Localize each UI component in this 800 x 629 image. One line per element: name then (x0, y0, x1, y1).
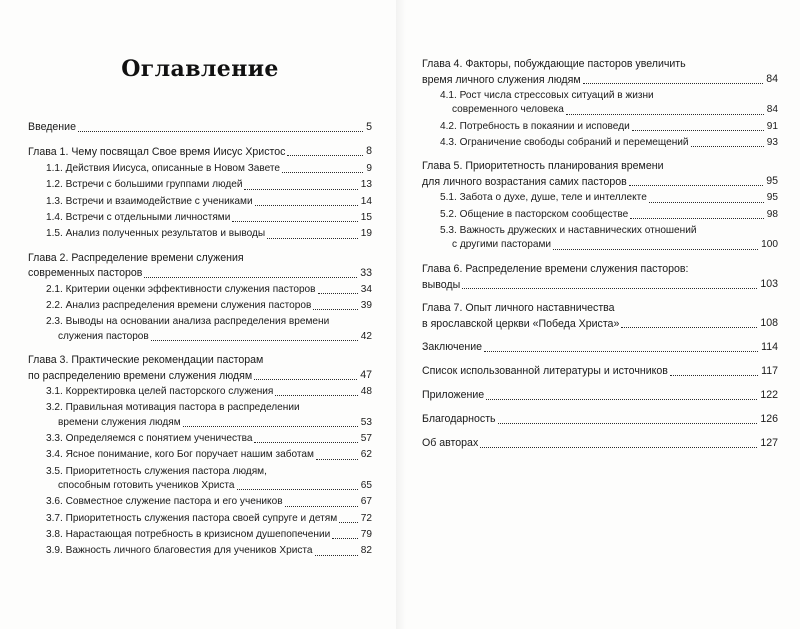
toc-right-page (400, 0, 800, 629)
toc-page-number: 33 (360, 266, 372, 279)
toc-leader-dots (144, 277, 357, 278)
toc-entry-label: Введение (28, 121, 76, 133)
toc-entry-label: 2.1. Критерии оценки эффективности служения пасторов (46, 283, 316, 295)
toc-leader-dots (486, 399, 757, 400)
toc-entry-label: 4.2. Потребность в покаянии и исповеди (440, 120, 630, 132)
toc-page-number: 9 (366, 163, 372, 175)
toc-entry[interactable] (422, 412, 778, 427)
toc-entry-label: 3.9. Важность личного благовестия для учеников Христа (46, 545, 313, 557)
toc-entry[interactable] (28, 299, 372, 313)
toc-page-number: 62 (360, 449, 372, 461)
toc-entry[interactable] (422, 224, 778, 253)
toc-entry[interactable] (28, 401, 372, 430)
toc-leader-dots (254, 442, 357, 443)
toc-entry-label: 5.1. Забота о духе, душе, теле и интеллекте (440, 192, 647, 204)
toc-leader-dots (316, 459, 358, 460)
toc-leader-dots (332, 538, 357, 539)
toc-entry-label: 1.3. Встречи и взаимодействие с учениками (46, 195, 253, 207)
toc-leader-dots (244, 189, 357, 190)
toc-page-number: 72 (360, 512, 372, 524)
toc-entry-label: 3.2. Правильная мотивация пастора в распределении (46, 402, 300, 414)
toc-leader-dots (621, 327, 757, 328)
toc-entry-label: по распределению времени служения людям (28, 369, 253, 382)
toc-entry-label: времени служения людям (58, 416, 181, 428)
toc-entry-label: время личного служения людям (422, 73, 581, 86)
toc-leader-dots (498, 423, 758, 424)
toc-page-number: 82 (360, 545, 372, 557)
toc-entry[interactable] (422, 191, 778, 205)
toc-leader-dots (583, 83, 764, 84)
toc-entry[interactable] (28, 178, 372, 192)
toc-entry[interactable] (28, 227, 372, 241)
toc-page-number: 79 (360, 529, 372, 541)
toc-page-number: 57 (360, 433, 372, 445)
toc-page-number: 53 (360, 416, 372, 428)
toc-entry-label: Глава 3. Практические рекомендации пасторам (28, 354, 264, 367)
toc-leader-dots (282, 172, 363, 173)
toc-page-number: 91 (766, 120, 778, 132)
toc-entry-label: 1.1. Действия Иисуса, описанные в Новом Завете (46, 163, 281, 175)
toc-entry-label: 3.4. Ясное понимание, кого Бог поручает нашим заботам (46, 449, 314, 461)
toc-leader-dots (151, 340, 358, 341)
toc-entry[interactable] (422, 159, 778, 189)
toc-page-number: 15 (360, 212, 372, 224)
toc-entry[interactable] (422, 301, 778, 331)
toc-entry-label: 1.4. Встречи с отдельными личностями (46, 212, 231, 224)
toc-page-number: 65 (360, 480, 372, 492)
toc-list-right (422, 57, 778, 451)
toc-entry[interactable] (422, 89, 778, 118)
toc-page-number: 13 (360, 179, 372, 191)
toc-leader-dots (313, 309, 357, 310)
toc-leader-dots (232, 221, 357, 222)
toc-page-number: 47 (360, 369, 372, 382)
toc-leader-dots (670, 375, 758, 376)
toc-entry-label: Глава 5. Приоритетность планирования времени (422, 160, 664, 173)
toc-page-number: 19 (360, 228, 372, 240)
toc-entry-label: 5.2. Общение в пасторском сообществе (440, 208, 629, 220)
toc-leader-dots (691, 146, 764, 147)
toc-entry-label: Глава 2. Распределение времени служения (28, 251, 244, 264)
toc-entry-label: Глава 6. Распределение времени служения пасторов: (422, 262, 689, 275)
toc-leader-dots (566, 114, 764, 115)
toc-entry-label: 4.1. Рост числа стрессовых ситуаций в жизни (440, 90, 654, 102)
toc-page-number: 98 (766, 208, 778, 220)
toc-entry-label: 5.3. Важность дружеских и наставнических отношений (440, 225, 697, 237)
toc-leader-dots (629, 185, 763, 186)
toc-leader-dots (287, 155, 363, 156)
toc-list-left (28, 120, 372, 559)
toc-page-number: 127 (760, 437, 778, 449)
toc-entry-label: с другими пасторами (452, 239, 552, 251)
toc-entry[interactable] (28, 315, 372, 344)
toc-entry[interactable] (28, 211, 372, 225)
toc-leader-dots (267, 238, 358, 239)
toc-entry[interactable] (28, 251, 372, 281)
toc-entry-label: 3.5. Приоритетность служения пастора людям, (46, 465, 267, 477)
toc-page-number: 48 (360, 386, 372, 398)
toc-entry-label: 1.2. Встречи с большими группами людей (46, 179, 243, 191)
toc-entry-label: способным готовить учеников Христа (58, 480, 235, 492)
toc-entry-label: Заключение (422, 340, 483, 353)
toc-entry-label: современных пасторов (28, 267, 143, 280)
toc-entry-label: 2.3. Выводы на основании анализа распределения времени (46, 316, 330, 328)
toc-page-number: 114 (761, 340, 778, 353)
toc-page-number: 93 (766, 137, 778, 149)
toc-entry-label: 3.8. Нарастающая потребность в кризисном душепопечении (46, 529, 331, 541)
toc-entry-label: Глава 7. Опыт личного наставничества (422, 301, 615, 314)
toc-entry-label: выводы (422, 278, 461, 291)
toc-entry-label: 4.3. Ограничение свободы собраний и перемещений (440, 137, 689, 149)
toc-leader-dots (255, 205, 358, 206)
toc-page-number: 84 (766, 104, 778, 116)
toc-page-number: 34 (360, 283, 372, 295)
toc-entry[interactable] (422, 262, 778, 292)
toc-entry[interactable] (28, 144, 372, 159)
toc-leader-dots (315, 555, 358, 556)
toc-leader-dots (649, 202, 764, 203)
toc-page-number: 126 (760, 412, 778, 425)
toc-entry-label: 3.3. Определяемся с понятием ученичества (46, 433, 253, 445)
toc-leader-dots (237, 489, 358, 490)
toc-entry[interactable] (28, 162, 372, 176)
toc-page-number: 100 (761, 239, 778, 251)
toc-page-number: 67 (360, 496, 372, 508)
toc-entry-label: 1.5. Анализ полученных результатов и выводы (46, 228, 266, 240)
toc-entry-label: Благодарность (422, 412, 496, 425)
toc-entry-label: современного человека (452, 104, 564, 116)
toc-entry-label: 3.6. Совместное служение пастора и его учеников (46, 496, 283, 508)
toc-leader-dots (632, 130, 764, 131)
toc-page-number: 122 (760, 388, 778, 401)
toc-leader-dots (480, 447, 757, 448)
toc-page-number: 108 (760, 316, 778, 329)
toc-entry[interactable] (422, 136, 778, 150)
toc-leader-dots (318, 293, 358, 294)
toc-entry-label: Глава 1. Чему посвящал Свое время Иисус Христос (28, 145, 286, 158)
toc-leader-dots (254, 379, 357, 380)
toc-entry[interactable] (28, 544, 372, 558)
toc-entry[interactable] (28, 432, 372, 446)
toc-entry[interactable] (28, 283, 372, 297)
toc-entry[interactable] (28, 495, 372, 509)
page-title: Оглавление (121, 56, 279, 82)
toc-page-number: 42 (360, 330, 372, 342)
toc-leader-dots (630, 218, 764, 219)
toc-entry[interactable] (28, 195, 372, 209)
toc-entry-label: 2.2. Анализ распределения времени служения пасторов (46, 300, 312, 312)
toc-page-number: 84 (766, 73, 778, 86)
toc-entry[interactable] (422, 436, 778, 451)
toc-page-number: 14 (360, 195, 372, 207)
toc-leader-dots (183, 426, 358, 427)
toc-entry[interactable] (28, 353, 372, 383)
toc-page-number: 95 (766, 175, 778, 188)
toc-entry-label: Об авторах (422, 437, 479, 449)
toc-entry-label: Глава 4. Факторы, побуждающие пасторов увеличить (422, 58, 686, 70)
toc-entry[interactable] (28, 120, 372, 135)
toc-leader-dots (78, 131, 363, 132)
toc-entry[interactable] (422, 364, 778, 379)
toc-entry[interactable] (28, 465, 372, 494)
toc-page-number: 5 (366, 121, 372, 133)
toc-entry[interactable] (422, 120, 778, 134)
toc-entry-label: в ярославской церкви «Победа Христа» (422, 317, 620, 330)
toc-entry-label: служения пасторов (58, 330, 149, 342)
toc-entry[interactable] (28, 385, 372, 399)
toc-page-number: 8 (366, 145, 372, 158)
toc-entry-label: для личного возрастания самих пасторов (422, 176, 627, 189)
toc-page-number: 103 (760, 277, 778, 290)
toc-entry[interactable] (422, 340, 778, 355)
toc-entry[interactable] (422, 208, 778, 222)
toc-entry[interactable] (28, 448, 372, 462)
toc-leader-dots (462, 288, 757, 289)
toc-page-number: 117 (761, 364, 778, 377)
toc-leader-dots (275, 395, 357, 396)
toc-entry[interactable] (28, 528, 372, 542)
toc-entry-label: 3.7. Приоритетность служения пастора своей супруге и детям (46, 512, 338, 524)
toc-entry[interactable] (28, 512, 372, 526)
toc-leader-dots (553, 249, 758, 250)
toc-entry-label: Приложение (422, 388, 485, 401)
toc-leader-dots (339, 522, 358, 523)
toc-entry[interactable] (422, 57, 778, 87)
toc-entry-label: 3.1. Корректировка целей пасторского служения (46, 386, 274, 398)
toc-leader-dots (285, 506, 358, 507)
toc-entry-label: Список использованной литературы и источников (422, 364, 668, 377)
toc-entry[interactable] (422, 388, 778, 403)
toc-page-number: 39 (360, 300, 372, 312)
toc-page-number: 95 (766, 192, 778, 204)
toc-leader-dots (484, 351, 758, 352)
